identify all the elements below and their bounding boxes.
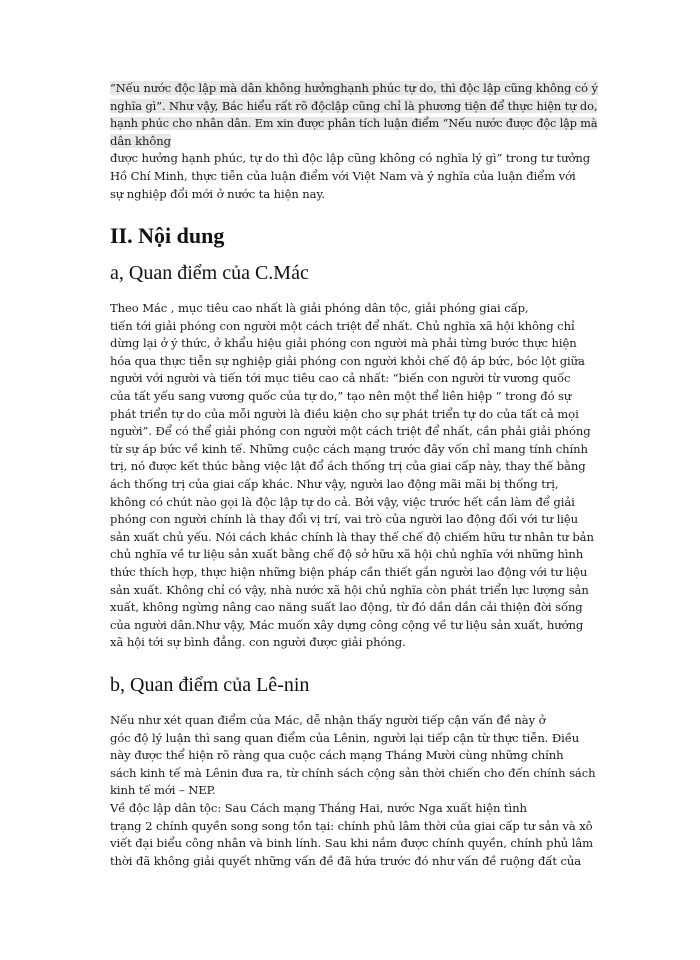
text-line: Theo Mác , mục tiêu cao nhất là giải phóng dân tộc, giải phóng giai cấp, — [110, 301, 529, 315]
highlighted-text-line: dân không — [110, 133, 171, 148]
text-line: viết đại biểu công nhân và binh lính. Sau khi nắm được chính quyền, chính phủ lâm — [110, 836, 594, 851]
text-line: thời đã không giải quyết những vấn đề đã hứa trước đó như vấn đề ruộng đất của — [110, 853, 582, 868]
text-line: sản xuất. Không chỉ có vậy, nhà nước xã hội chủ nghĩa còn phát triển lực lượng sản — [110, 582, 589, 597]
highlighted-text-line: nghĩa gì”. Như vậy, Bác hiểu rất rõ độclập cũng chỉ là phương tiện để thực hiện tự do, — [110, 98, 598, 113]
highlighted-text-line: “Nếu nước độc lập mà dân không hưởnghạnh phúc tự do, thì độc lập cũng không có ý — [110, 81, 598, 95]
intro-paragraph — [110, 80, 600, 203]
text-line: Nếu như xét quan điểm của Mác, dễ nhận thấy người tiếp cận vấn đề này ở — [110, 713, 546, 727]
text-line: sự nghiệp đổi mới ở nước ta hiện nay. — [110, 186, 325, 201]
text-line: trạng 2 chính quyền song song tồn tại: chính phủ lâm thời của giai cấp tư sản và xô — [110, 818, 593, 833]
section-b-paragraph — [110, 712, 600, 870]
section-a-heading: a, Quan điểm của C.Mác — [110, 262, 309, 284]
text-line: này được thể hiện rõ ràng qua cuộc cách mạng Tháng Mười cùng những chính — [110, 748, 564, 763]
section-b-heading: b, Quan điểm của Lê-nin — [110, 674, 310, 696]
text-line: Hồ Chí Minh, thực tiễn của luận điểm với Việt Nam và ý nghĩa của luận điểm với — [110, 168, 576, 183]
highlighted-text-line: hạnh phúc cho nhân dân. Em xin được phân tích luận điểm “Nếu nước được độc lập mà — [110, 117, 598, 131]
text-line: ách thống trị của giai cấp khác. Như vậy, người lao động mãi mãi bị thống trị, — [110, 476, 559, 491]
text-line: của người dân.Như vậy, Mác muốn xây dựng công cộng về tư liệu sản xuất, hướng — [110, 617, 584, 632]
text-line: của tất yếu sang vương quốc của tự do,” tạo nên một thể liên hiệp “ trong đó sự — [110, 388, 572, 403]
text-line: trị, nó được kết thúc bằng việc lật đổ ách thống trị của giai cấp này, thay thế bằng — [110, 459, 586, 474]
text-line: từ sự áp bức về kinh tế. Những cuộc cách mạng trước đây vốn chỉ mang tính chính — [110, 441, 588, 456]
text-line: thức thích hợp, thực hiện những biện pháp cần thiết gắn người lao động với tư liệu — [110, 564, 588, 579]
text-line: hóa qua thực tiễn sự nghiệp giải phóng con người khỏi chế độ áp bức, bóc lột giữa — [110, 353, 585, 368]
text-line: góc độ lý luận thì sang quan điểm của Lênin, người lại tiếp cận từ thực tiễn. Điều — [110, 730, 580, 745]
text-line: người với người và tiến tới mục tiêu cao cả nhất: “biến con người từ vương quốc — [110, 371, 571, 386]
text-line: xuất, không ngừng nâng cao năng suất lao động, từ đó dần dần cải thiện đời sống — [110, 600, 583, 615]
text-line: không có chút nào gọi là độc lập tự do cả. Bởi vậy, việc trước hết cần làm để giải — [110, 494, 575, 509]
text-line: sản xuất chủ yếu. Nói cách khác chính là thay thế chế độ chiếm hữu tư nhân tư bản — [110, 529, 594, 544]
text-line: người”. Để có thể giải phóng con người một cách triệt để nhất, cần phải giải phóng — [110, 424, 591, 439]
text-line: sách kinh tế mà Lênin đưa ra, từ chính sách cộng sản thời chiến cho đến chính sách — [110, 765, 596, 780]
text-line: phóng con người chính là thay đổi vị trí, vai trò của người lao động đối với tư liệu — [110, 512, 579, 527]
text-line: kinh tế mới – NEP. — [110, 783, 216, 798]
text-line: chủ nghĩa về tư liệu sản xuất bằng chế độ sở hữu xã hội chủ nghĩa với những hình — [110, 547, 584, 562]
text-line: xã hội tới sự bình đẳng. con người được giải phóng. — [110, 635, 406, 650]
text-line: tiến tới giải phóng con người một cách triệt để nhất. Chủ nghĩa xã hội không chỉ — [110, 318, 575, 333]
text-line: được hưởng hạnh phúc, tự do thì độc lập cũng không có nghĩa lý gì” trong tư tưởng — [110, 151, 591, 166]
section-a-paragraph — [110, 300, 600, 652]
text-line: Về độc lập dân tộc: Sau Cách mạng Tháng Hai, nước Nga xuất hiện tình — [110, 800, 527, 815]
text-line: dừng lại ở ý thức, ở khẩu hiệu giải phóng con người mà phải từng bước thực hiện — [110, 336, 577, 351]
section-heading-main: II. Nội dung — [110, 223, 225, 248]
text-line: phát triển tự do của mỗi người là điều kiện cho sự phát triển tự do của tất cả mọi — [110, 406, 579, 421]
